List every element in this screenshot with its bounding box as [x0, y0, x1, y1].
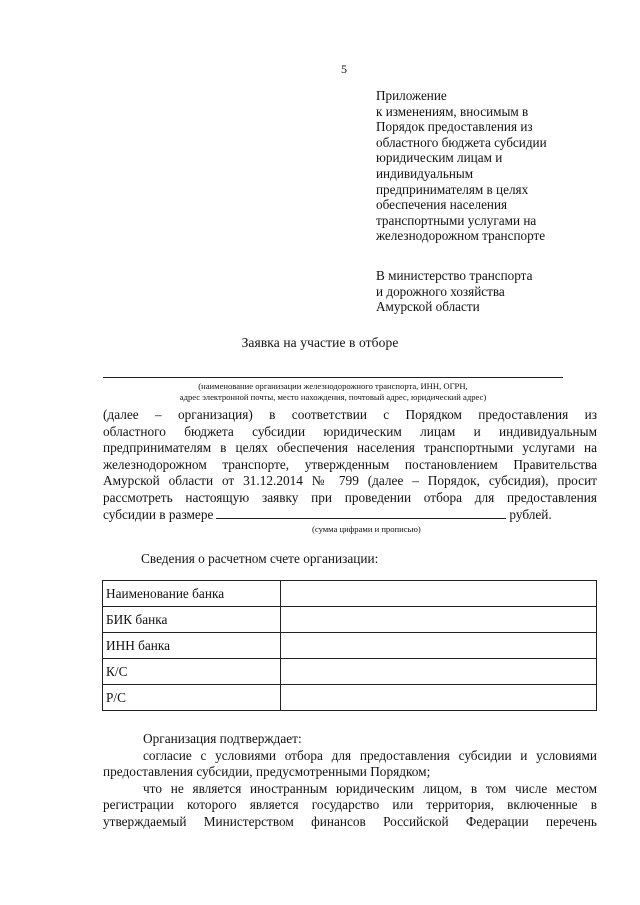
confirmation-item-line: предоставления субсидии, предусмотренными Порядком; — [103, 764, 431, 780]
page-number: 5 — [341, 62, 347, 76]
subsidy-amount-prefix: субсидии в размере — [103, 506, 214, 522]
bik-label: БИК банка — [103, 607, 281, 633]
table-row — [103, 659, 597, 685]
appendix-line: областного бюджета субсидии — [376, 134, 547, 150]
confirmation-item-line: утверждаемый Министерством финансов Российской Федерации перечень — [103, 813, 597, 829]
table-row — [103, 607, 597, 633]
organization-caption-line: (наименование организации железнодорожного транспорта, ИНН, ОГРН, — [198, 381, 468, 391]
request-paragraph — [103, 407, 597, 523]
table-row — [103, 633, 597, 659]
appendix-line: к изменениям, вносимым в — [376, 103, 529, 119]
appendix-line: обеспечения населения — [376, 197, 508, 213]
appendix-line: Порядок предоставления из — [376, 119, 533, 135]
paragraph-line: рассмотреть настоящую заявку при проведении отбора для предоставления — [103, 489, 597, 505]
recipient-line: и дорожного хозяйства — [376, 283, 505, 299]
subsidy-amount-field[interactable] — [216, 507, 506, 519]
paragraph-line: (далее – организация) в соответствии с Порядком предоставления из — [103, 407, 597, 422]
appendix-line: Приложение — [376, 88, 447, 103]
organization-fill-line[interactable] — [103, 377, 563, 378]
document-title: Заявка на участие в отборе — [241, 335, 399, 350]
confirmation-section — [103, 731, 597, 831]
appendix-line: индивидуальным — [376, 165, 474, 181]
recipient-line: Амурской области — [376, 299, 480, 315]
confirmation-heading: Организация подтверждает: — [143, 731, 302, 746]
bank-name-field[interactable] — [281, 581, 597, 607]
account-heading: Сведения о расчетном счете организации: — [141, 551, 379, 566]
paragraph-line: предпринимателям в целях обеспечения населения транспортными услугами на — [103, 440, 597, 456]
settlement-account-field[interactable] — [281, 685, 597, 711]
appendix-line: юридическим лицам и — [376, 150, 503, 166]
appendix-line: предпринимателям в целях — [376, 181, 529, 197]
settlement-account-label: Р/С — [103, 685, 281, 711]
confirmation-item-line: регистрации которого является государство или территория, включенные в — [103, 797, 597, 813]
subsidy-amount-line — [103, 507, 597, 524]
recipient-line: В министерство транспорта — [376, 268, 533, 283]
appendix-line: транспортными услугами на — [376, 212, 537, 228]
confirmation-item-line: согласие с условиями отбора для предоставления субсидии и условиями — [143, 747, 597, 763]
bank-details-table — [102, 580, 597, 711]
bank-inn-field[interactable] — [281, 633, 597, 659]
paragraph-line: железнодорожном транспорте, утвержденным постановлением Правительства — [103, 456, 597, 472]
organization-caption — [103, 381, 563, 403]
correspondent-account-label: К/С — [103, 659, 281, 685]
paragraph-line: областного бюджета субсидии юридическим лицам и индивидуальным — [103, 423, 597, 439]
bik-field[interactable] — [281, 607, 597, 633]
table-row — [103, 685, 597, 711]
subsidy-amount-suffix: рублей. — [509, 506, 552, 522]
bank-name-label: Наименование банка — [103, 581, 281, 607]
appendix-line: железнодорожном транспорте — [376, 228, 546, 244]
appendix-block — [376, 88, 616, 244]
confirmation-item-line: что не является иностранным юридическим лицом, в том числе местом — [143, 780, 597, 796]
organization-caption-line: адрес электронной почты, место нахождения, почтовый адрес, юридический адрес) — [179, 392, 487, 402]
correspondent-account-field[interactable] — [281, 659, 597, 685]
paragraph-line: Амурской области от 31.12.2014 № 799 (далее – Порядок, субсидия), просит — [103, 473, 597, 489]
bank-inn-label: ИНН банка — [103, 633, 281, 659]
recipient-block — [376, 268, 616, 315]
sum-caption: (сумма цифрами и прописью) — [312, 524, 421, 534]
table-row — [103, 581, 597, 607]
